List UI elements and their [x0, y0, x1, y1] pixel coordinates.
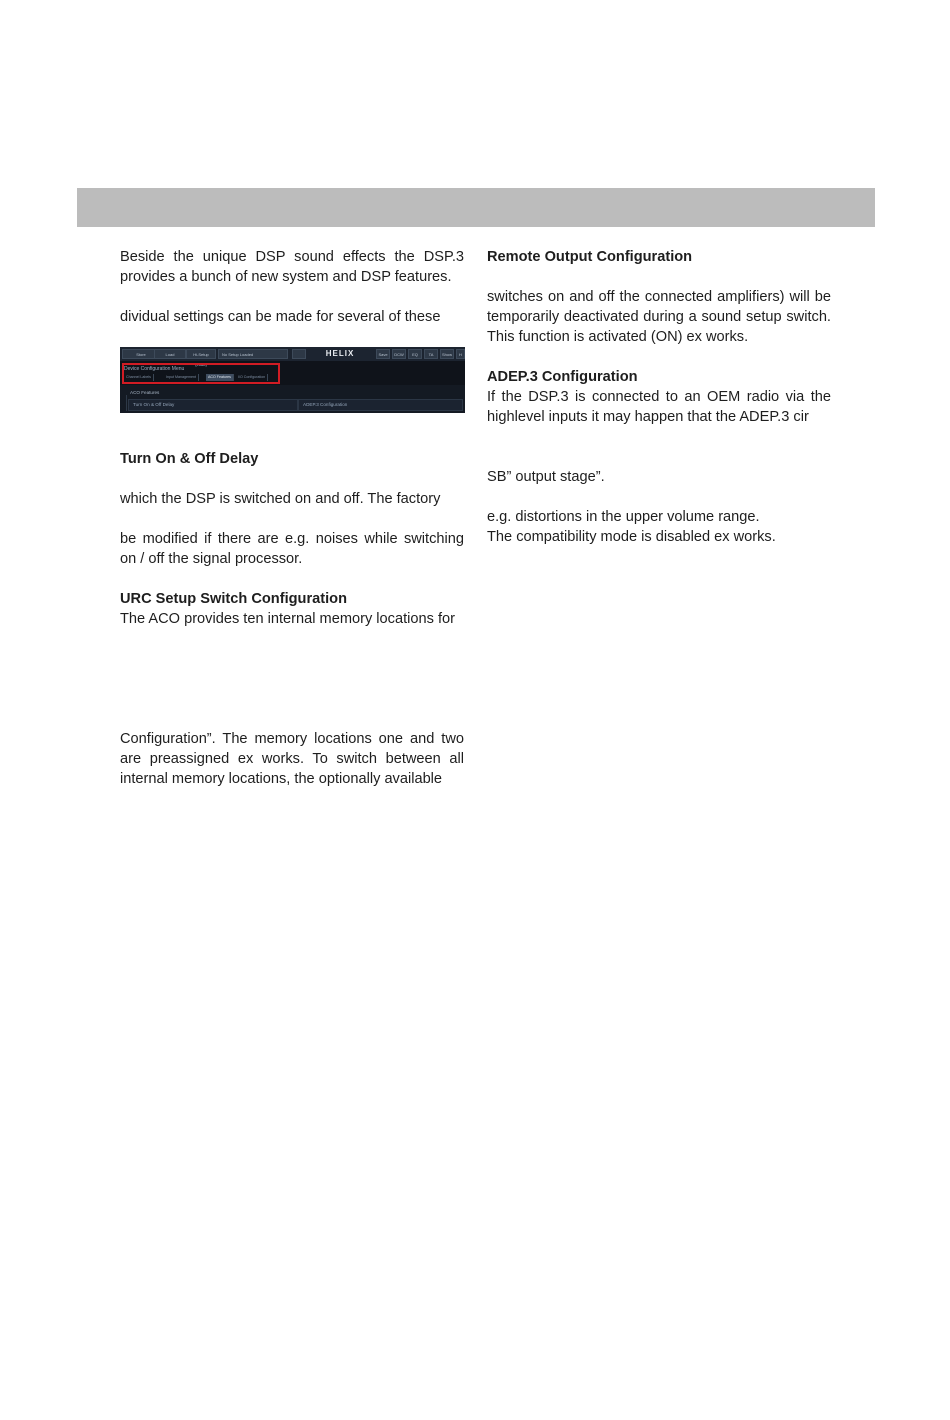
screenshot-button: Store [122, 349, 160, 359]
screenshot-feature: ADEP.3 Configuration [298, 399, 463, 411]
adep3-paragraph-2: SB” output stage”. [487, 469, 605, 485]
remote-output-paragraph: switches on and off the connected amplifiers) will be temporarily deactivated during a sound setup switch. This function is activated (ON) ex works. [487, 289, 831, 345]
screenshot-button: TA [424, 349, 438, 359]
screenshot-feature: Turn On & Off Delay [128, 399, 298, 411]
screenshot-tab: Channel Labels [124, 374, 154, 381]
software-screenshot [120, 347, 465, 413]
urc-paragraph-1: The ACO provides ten internal memory locations for [120, 611, 455, 627]
screenshot-button: Save [376, 349, 390, 359]
adep3-heading: ADEP.3 Configuration [487, 369, 638, 385]
intro-paragraph: Beside the unique DSP sound effects the DSP.3 provides a bunch of new system and DSP features. [120, 249, 464, 285]
remote-output-heading: Remote Output Configuration [487, 249, 693, 265]
screenshot-tab: I/O Configuration [236, 374, 268, 381]
right-column [487, 247, 831, 547]
screenshot-setup-field: No Setup Loaded [218, 349, 288, 359]
intro-paragraph-2: dividual settings can be made for several of these [120, 309, 441, 325]
screenshot-button: EQ [408, 349, 422, 359]
screenshot-menu-title: Device Configuration Menu [124, 366, 185, 372]
screenshot-button: DCW [392, 349, 406, 359]
turn-on-off-paragraph-1: which the DSP is switched on and off. The factory [120, 491, 441, 507]
screenshot-button: H [456, 349, 465, 359]
adep3-paragraph-4: The compatibility mode is disabled ex works. [487, 529, 776, 545]
adep3-paragraph-1: If the DSP.3 is connected to an OEM radio via the highlevel inputs it may happen that the ADEP.3 cir [487, 389, 831, 425]
helix-logo: HELIX [325, 349, 355, 358]
screenshot-file-icon [292, 349, 306, 359]
urc-paragraph-2: Configuration”. The memory locations one and two are preassigned ex works. To switch between all internal memory locations, the optionally available [120, 731, 464, 787]
screenshot-button: Hi-Setup (Load) [186, 349, 216, 359]
left-column [120, 247, 464, 789]
highlight-frame [122, 363, 280, 384]
screenshot-tab-active: ACO Features [206, 374, 234, 381]
screenshot-button: Load [154, 349, 186, 359]
section-header-bar [77, 188, 875, 227]
screenshot-divider [126, 395, 127, 411]
screenshot-tab: Input Management [164, 374, 199, 381]
adep3-paragraph-3: e.g. distortions in the upper volume range. [487, 509, 760, 525]
screenshot-button: Show [440, 349, 454, 359]
screenshot-aco-label: ACO Features [130, 390, 160, 395]
turn-on-off-delay-heading: Turn On & Off Delay [120, 451, 259, 467]
urc-setup-heading: URC Setup Switch Configuration [120, 591, 348, 607]
turn-on-off-paragraph-2: be modified if there are e.g. noises while switching on / off the signal processor. [120, 531, 464, 567]
